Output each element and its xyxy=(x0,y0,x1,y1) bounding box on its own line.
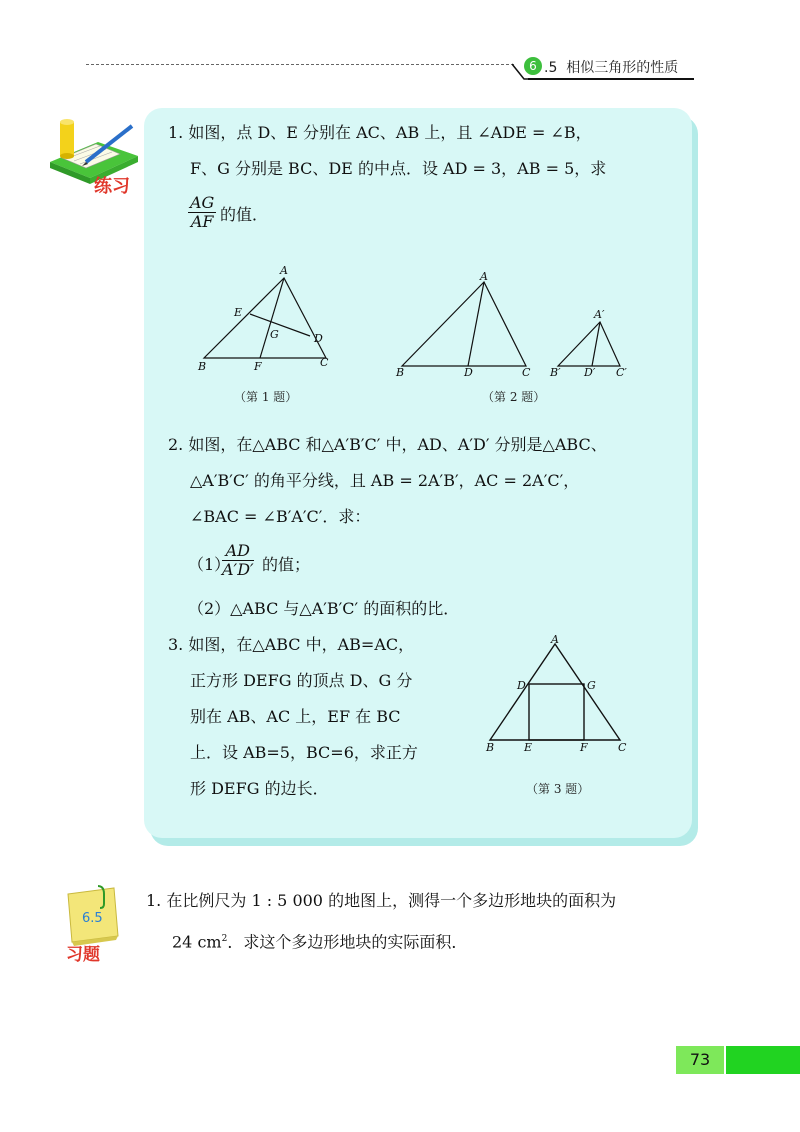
page-number-bar xyxy=(726,1046,800,1074)
q3-line2: 正方形 DEFG 的顶点 D、G 分 xyxy=(190,671,413,690)
q3-line1: 3. 如图，在△ABC 中，AB=AC， xyxy=(168,635,415,654)
q1-tail: 的值． xyxy=(220,205,269,224)
q2-sub1-numerator: AD xyxy=(222,542,254,561)
fig2-label-a: A xyxy=(480,270,488,283)
fig2-label-c-prime: C′ xyxy=(616,366,627,379)
figure-1 xyxy=(190,258,350,382)
q2-sub2: （2）△ABC 与△A′B′C′ 的面积的比． xyxy=(188,599,460,618)
fig1-label-a: A xyxy=(280,264,288,277)
exercise-q1-question: ．求这个多边形地块的实际面积． xyxy=(227,932,468,952)
q1-line2: F、G 分别是 BC、DE 的中点．设 AD = 3，AB = 5，求 xyxy=(190,159,607,178)
fig1-label-f: F xyxy=(254,360,262,373)
exercise-q1-area: 24 cm xyxy=(172,932,222,952)
fig1-label-c: C xyxy=(320,356,329,369)
fig2-triangle-a-prime xyxy=(558,322,620,366)
fig3-label-e: E xyxy=(524,741,533,754)
fig1-label-e: E xyxy=(234,306,243,319)
fig2-label-b: B xyxy=(396,366,405,379)
fig2-bisector-ad xyxy=(468,282,484,366)
fig2-label-c: C xyxy=(522,366,531,379)
fig3-label-f: F xyxy=(580,741,588,754)
section-title-text: 相似三角形的性质 xyxy=(566,60,679,76)
fig1-label-d: D xyxy=(314,332,323,345)
figure-2-caption: （第 2 题） xyxy=(482,390,546,404)
fig1-label-g: G xyxy=(270,328,279,341)
practice-label: 练习 xyxy=(94,176,130,197)
section-number-rest: .5 xyxy=(544,60,558,76)
fig3-label-b: B xyxy=(486,741,495,754)
section-title xyxy=(544,57,678,77)
exercise-badge-number: 6.5 xyxy=(82,911,103,926)
exercise-q1-line1: 1. 在比例尺为 1 : 5 000 的地图上，测得一个多边形地块的面积为 xyxy=(146,891,617,910)
q3-line3: 别在 AB、AC 上，EF 在 BC xyxy=(190,707,401,726)
header-dashed-rule xyxy=(86,64,514,65)
section-number-badge xyxy=(524,57,542,75)
q2-line1: 2. 如图，在△ABC 和△A′B′C′ 中，AD、A′D′ 分别是△ABC、 xyxy=(168,435,607,454)
q1-fraction xyxy=(188,194,216,231)
exercise-label: 习题 xyxy=(66,945,100,965)
figure-1-caption: （第 1 题） xyxy=(234,390,298,404)
fig1-triangle-abc xyxy=(204,278,326,358)
q2-line2: △A′B′C′ 的角平分线，且 AB = 2A′B′，AC = 2A′C′， xyxy=(190,471,580,490)
q2-sub1-prefix: （1） xyxy=(188,555,231,574)
q2-line3: ∠BAC = ∠B′A′C′．求： xyxy=(190,507,371,526)
section-number: 6 xyxy=(529,59,537,73)
fig3-label-g: G xyxy=(587,679,596,692)
fig1-label-b: B xyxy=(198,360,207,373)
fig2-triangle-abc xyxy=(402,282,526,366)
fig3-triangle-abc xyxy=(490,644,620,740)
q2-sub1-fraction xyxy=(222,542,254,579)
fig3-label-c: C xyxy=(618,741,627,754)
fig2-label-d-prime: D′ xyxy=(584,366,596,379)
fig3-label-a: A xyxy=(551,633,559,646)
q2-sub1-tail: 的值； xyxy=(262,555,311,574)
q1-fraction-numerator: AG xyxy=(190,193,215,212)
q3-line5: 形 DEFG 的边长． xyxy=(190,779,329,798)
fig1-segment-ed xyxy=(250,314,310,336)
page-number: 73 xyxy=(676,1046,724,1074)
fig2-label-a-prime: A′ xyxy=(594,308,605,321)
q2-sub1-denominator: A′D′ xyxy=(222,560,254,579)
figure-3 xyxy=(484,634,634,756)
exercise-q1-superscript: 2 xyxy=(221,934,228,944)
figure-2 xyxy=(392,264,638,382)
header-underline xyxy=(528,78,694,80)
exercise-q1-line2 xyxy=(172,928,467,953)
figure-3-caption: （第 3 题） xyxy=(526,782,590,796)
fig2-label-d: D xyxy=(464,366,473,379)
fig3-square-defg xyxy=(529,684,584,740)
fig3-label-d: D xyxy=(517,679,526,692)
fig2-label-b-prime: B′ xyxy=(550,366,561,379)
q1-line1: 1. 如图，点 D、E 分别在 AC、AB 上，且 ∠ADE = ∠B， xyxy=(168,123,592,142)
q3-line4: 上．设 AB=5，BC=6，求正方 xyxy=(190,743,418,762)
q1-fraction-denominator: AF xyxy=(190,212,214,231)
